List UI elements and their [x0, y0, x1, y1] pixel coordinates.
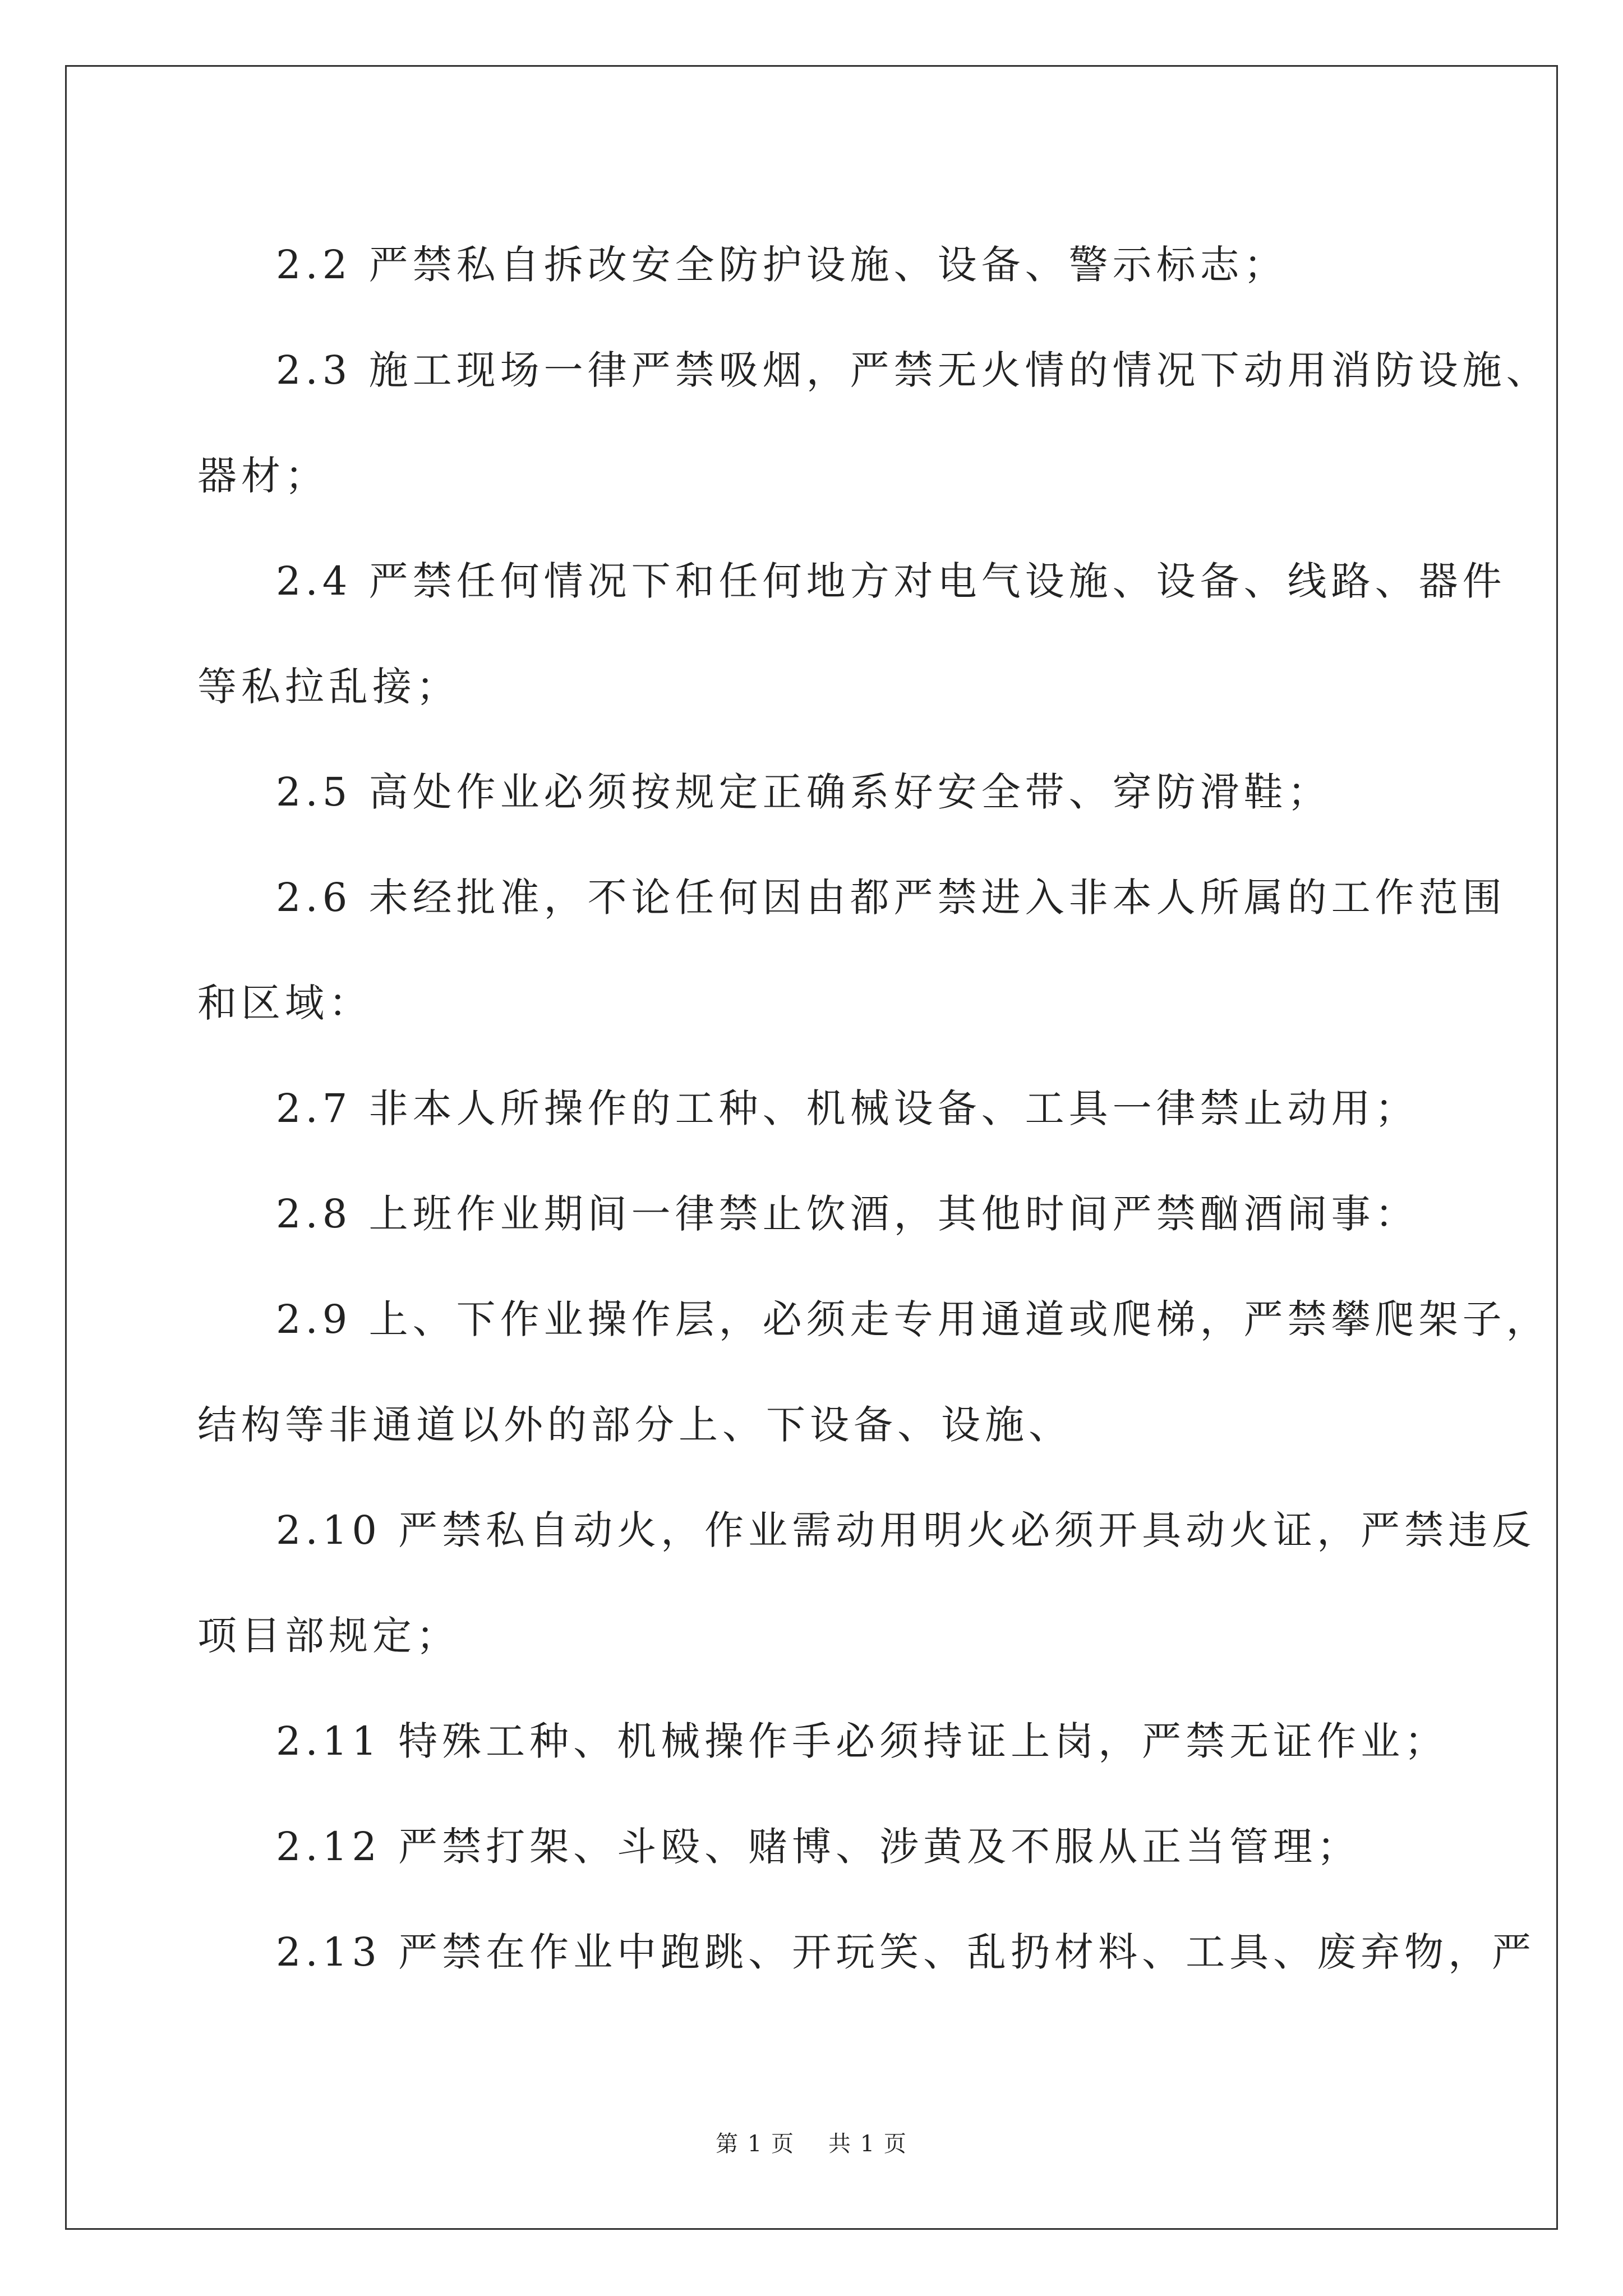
text-line-2-6-cont: 和区域：: [197, 980, 372, 1026]
text-line-2-3: 2.3 施工现场一律严禁吸烟，严禁无火情的情况下动用消防设施、: [276, 347, 1550, 393]
text-line-2-12: 2.12 严禁打架、斗殴、赌博、涉黄及不服从正当管理；: [276, 1824, 1361, 1870]
text-line-2-4: 2.4 严禁任何情况下和任何地方对电气设施、设备、线路、器件: [276, 558, 1506, 604]
page-number: 第 1 页: [716, 2131, 795, 2157]
text-line-2-3-cont: 器材；: [197, 453, 329, 499]
text-line-2-2: 2.2 严禁私自拆改安全防护设施、设备、警示标志；: [276, 242, 1288, 288]
text-line-2-10: 2.10 严禁私自动火，作业需动用明火必须开具动火证，严禁违反: [276, 1507, 1536, 1553]
text-line-2-6: 2.6 未经批准，不论任何因由都严禁进入非本人所属的工作范围: [276, 875, 1506, 921]
text-line-2-5: 2.5 高处作业必须按规定正确系好安全带、穿防滑鞋；: [276, 769, 1331, 815]
total-pages: 共 1 页: [828, 2131, 907, 2157]
text-line-2-8: 2.8 上班作业期间一律禁止饮酒，其他时间严禁酗酒闹事：: [276, 1191, 1419, 1237]
text-line-2-11: 2.11 特殊工种、机械操作手必须持证上岗，严禁无证作业；: [276, 1718, 1449, 1764]
document-body: [197, 212, 1550, 2005]
page-footer: [0, 2126, 1623, 2158]
text-line-2-4-cont: 等私拉乱接；: [197, 664, 460, 710]
text-line-2-7: 2.7 非本人所操作的工种、机械设备、工具一律禁止动用；: [276, 1085, 1419, 1131]
text-line-2-9-cont: 结构等非通道以外的部分上、下设备、设施、: [197, 1402, 1072, 1448]
text-line-2-13: 2.13 严禁在作业中跑跳、开玩笑、乱扔材料、工具、废弃物，严: [276, 1929, 1536, 1975]
text-line-2-10-cont: 项目部规定；: [197, 1613, 460, 1659]
text-line-2-9: 2.9 上、下作业操作层，必须走专用通道或爬梯，严禁攀爬架子，: [276, 1296, 1550, 1342]
